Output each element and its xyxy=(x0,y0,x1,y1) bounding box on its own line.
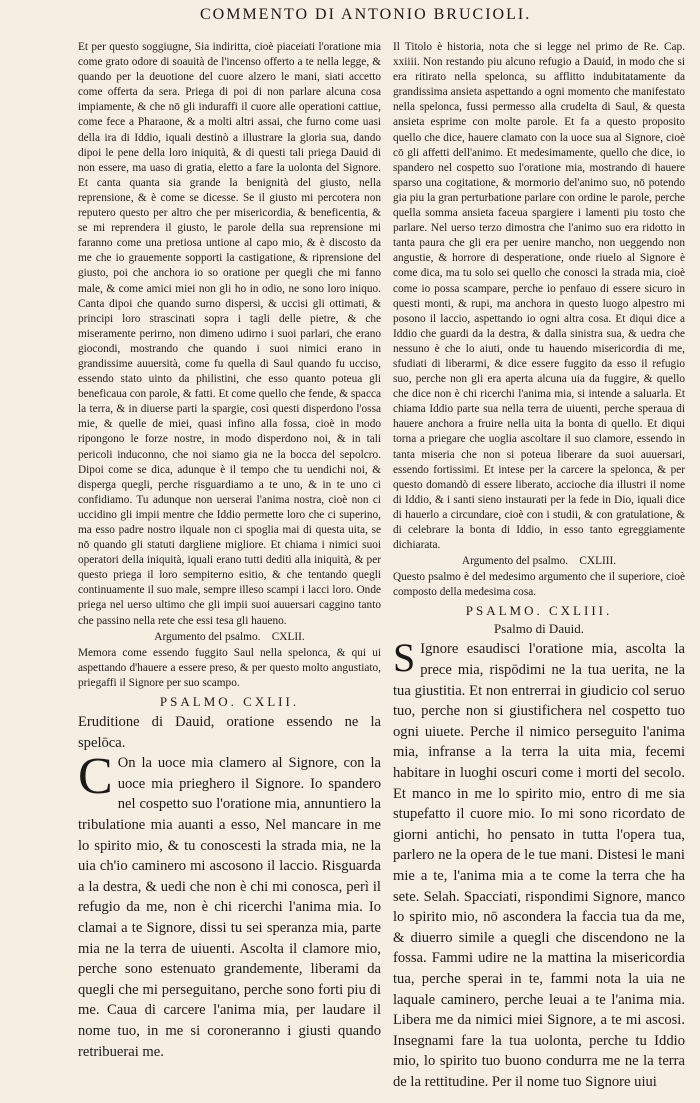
argument-label: Argumento del psalmo. xyxy=(154,630,261,643)
psalm-heading-142: PSALMO. CXLII. xyxy=(159,694,300,710)
argument-text-142: Memora come essendo fuggito Saul nella spelonca, & qui ui aspettando d'hauere a essere preso, & per questo molto angustiato, priegaffi il Signore per suo scampo. xyxy=(78,646,381,689)
left-column xyxy=(78,40,381,1080)
psalm-text: Ignore esaudisci l'oratione mia, ascolta la prece mia, rispōdimi ne la tua uerita, ne la tua giustitia. Et non entrerrai in giudicio col seruo tuo, perche non si giustifichera nel cospetto tuo ogni uiuete. Perche il nimico perseguito l'anima mia, infranse a la terra la uita mia, fecemi habitare in luoghi oscuri come i morti del secolo. Et manco in me lo spirito mio, entro di me sia stupefatto il cuore mio. Io mi sono ricordato de giorni antichi, ho pensato in tutta l'opera tua, parlero ne la opera de le tue mani. Distesi le mani mie a te, l'anima mia a te come la terra che ha sete. Selah. Spacciati, rispondimi Signore, manco lo spirito mio, nō ascondera la faccia tua da me, & diuerro simile a quegli che discendono ne la fossa. Fammi udire ne la mattina la misericordia tua, perche sperai in te, fammi nota la uia ne laquale caminero, perche leuai a te l'anima mia. Libera me da nimici miei Signore, a te mi ascosi. Insegnami fare la tua uolonta, perche tu Iddio mio, lo spirito tuo buono condurra me ne la terra de la rettitudine. Per il nome tuo Signore uiui xyxy=(393,641,685,1090)
running-header: COMMENTO DI ANTONIO BRUCIOLI. xyxy=(200,6,532,23)
argument-number: CXLIII. xyxy=(579,555,617,568)
argument-label: Argumento del psalmo. xyxy=(461,555,569,568)
right-column xyxy=(393,40,685,1090)
psalm-text: On la uoce mia clamero al Signore, con la uoce mia prieghero il Signore. Io spandero nel cospetto suo l'oratione mia, annuntiero la tribulatione mia auanti a esso, Nel mancare in me lo spirito mio, & tu conoscesti la strada mia, ne la uia ch'io caminero mi ascosono il laccio. Risguarda a la destra, & uedi che non è chi mi conosca, perì il refugio da me, non è chi ricerchi l'anima mia. Io clamai a te Signore, dissi tu sei speranza mia, parte mia ne la terra de uiuenti. Ascolta il clamore mio, perche sono estenuato grandemente, liberami da quegli che mi perseguitano, perche sono forti piu di me. Caua di carcere l'anima mia, per laudare il nome tuo, in me si coroneranno i giusti quando retribuerai me. xyxy=(78,755,381,1060)
argument-heading-143 xyxy=(393,554,685,569)
psalm-body-143 xyxy=(393,635,685,1092)
commentary-psalm-142: Il Titolo è historia, nota che si legge nel primo de Re. Cap. xxiiii. Non restando piu alcuno refugio a Dauid, in modo che si era ritirato nella spelonca, su afflitto indubitatamente da grandissima ansieta aspettando a ogni momento che manifestato nella spelonca, fussi permesso alla crudelta di Saul, & questa ansieta esprime con molte parole. Et fa a questo proposito quello che dice, hauere clamato con la uoce sua al Signore, cioè cō gli affetti dell'animo. Et medesimamente, quello che dice, io spandero nel cospetto suo l'oratione mia, mostrando di hauere sparso una cogitatione, & mormorio del'animo suo, nō potendo gia piu la gran perturbatione parlare con ordine le parole, perche quella somma ansieta faceua spargiere i lamenti piu tosto che parlare. Nel uerso terzo dimostra che l'animo suo era ridotto in tanta paura che gli era per uenire mancho, non ueggendo non angustie, & horrore di desperatione, onde riuelo al Signore è come dica, ma tu solo sei quello che conosci la strada mia, cioè come io possa scampare, perche io penfauo di essere sicuro in questi monti, & rupi, ma anchora in questo luogo alpestro mi posono il laccio, aspettando io ogni altra cosa. Et diqui dice a Iddio che guardi da la destra, & dalla sinistra sua, & uedra che nessuno è che lo aiuti, onde tu hauendo misericordia di me, sfudiati di liberarmi, & dice essere fuggito da esso il refugio suo, perche non gli era aperta alcuna uia da fuggire, & quello che dice non è chi ricerchi l'anima mia, si intende a saluarla. Et chiama Iddio parte sua nella terra de uiuenti, perche speraua di hauere anchora a fruire nella uita la bonta di quello. Et diqui torna a priegare che uoglia ascoltare il suo clamore, essendo in tanta miseria che non si poteua liberare da suoi auuersari, essendo fortissimi. Et intese per la carcere la spelonca, & per questo domandò di essere liberato, accioche dia illustri il nome di Iddio, & i santi sieno instaurati per la fede in Dio, iquali dice di hauerlo a circundare, cioè con i studii, & con gratulatione, & di celebrare la bonta di Iddio, in esso tanto egreggiamente dichiarata. xyxy=(393,41,685,552)
psalm-body-142 xyxy=(78,748,381,1062)
drop-cap-letter: S xyxy=(393,635,416,681)
drop-cap-letter: C xyxy=(78,748,113,806)
argument-text-143: Questo psalmo è del medesimo argumento che il superiore, cioè composto della medesima cosa. xyxy=(393,571,685,599)
psalm-heading-143: PSALMO. CXLIII. xyxy=(465,603,613,619)
psalm-title-142: Eruditione di Dauid, oratione essendo ne la spelōca. xyxy=(78,714,381,751)
commentary-psalm-141: Et per questo soggiugne, Sia indiritta, cioè piaceiati l'oratione mia come grato odore di soauità de l'incenso offerto a te nella legge, & quando per la deuotione del cuore alzero le mani, siati accetto come offerta da sera. Priega di poi di non parlare alcuna cosa impiamente, & che nō gli induraffi il cuore alle operationi cattiue, come fece a Pharaone, & a molti altri assai, che furno come uasi della ira di Iddio, iquali destinò a illustrare la gloria sua, dando dipoi le pene della loro iniquità, & di questi tali priega Dauid di non essere, ma uaso di gratia, eletto a fare la uolonta del Signore. Et canta quanta sia grande la benignità del giusto, nella reprensione, & è come se dicesse. Se il giusto mi percotera non reputero questo per altro che per misericordia, & beneficentia, & se mi reprendera il giusto, le parole della sua reprensione mi faranno come una pretiosa untione al capo mio, & è discosto da me che io grauemente sopporti la castigatione, & riprensione del giusto, poi che anchora io so oratione per quegli che mi fanno male, & come amici miei non gli ho in odio, ne sono loro iniquo. Canta dipoi che quando surno dispersi, & uccisi gli ottimati, & principi loro strascinati sopra i tagli delle pietre, & che miseramente perirno, non dimeno udirno i suoi parlari, che erano giocondi, mostrando che quando i suoi nimici erano in grandissime auuersità, come fu quella di Saul quando fu ucciso, essendo stato uinto da philistini, che esso quanto poteua gli beneficaua con parole, & fatti. Et come quello che fende, & spacca la terra, & in diuerse parti la spargie, così questi disperdono l'ossa mie, & quelle de miei, quasi infino alla fossa, cioè in modo ripongono le forze nostre, in modo disperdono noi, & in tali pericoli induconno, che noi siamo gia ne la bocca del sepolcro. Dipoi come se dica, adunque è il tempo che tu uendichi noi, & disperga quegli, perche risguardiamo a te uno, & in te uno ci confidiamo. Tu adunque non uerserai l'anima nostra, cioè non ci uccidino gli impii mentre che Iddio permette loro che ci superino, ma esso padre nostro ilquale non ci spoglia mai di questa uita, se nō quando gli statuti dargliene migliore. Et chiama i nimici suoi operatori della iniquità, iquali erano tutti deditì alla iniquità, & per questo priega il loro sempiterno esitio, & che tentando quegli continuamente il suo male, sempre illeso scampi i lacci loro. Onde priega nel uerso ultimo che gli impii suoi auuersari caggino tanto che passino nella rete che essi tesa gli haueno. xyxy=(78,41,381,627)
argument-heading-142 xyxy=(78,630,381,645)
psalm-subtitle-143: Psalmo di Dauid. xyxy=(494,621,584,637)
argument-number: CXLII. xyxy=(271,630,305,643)
